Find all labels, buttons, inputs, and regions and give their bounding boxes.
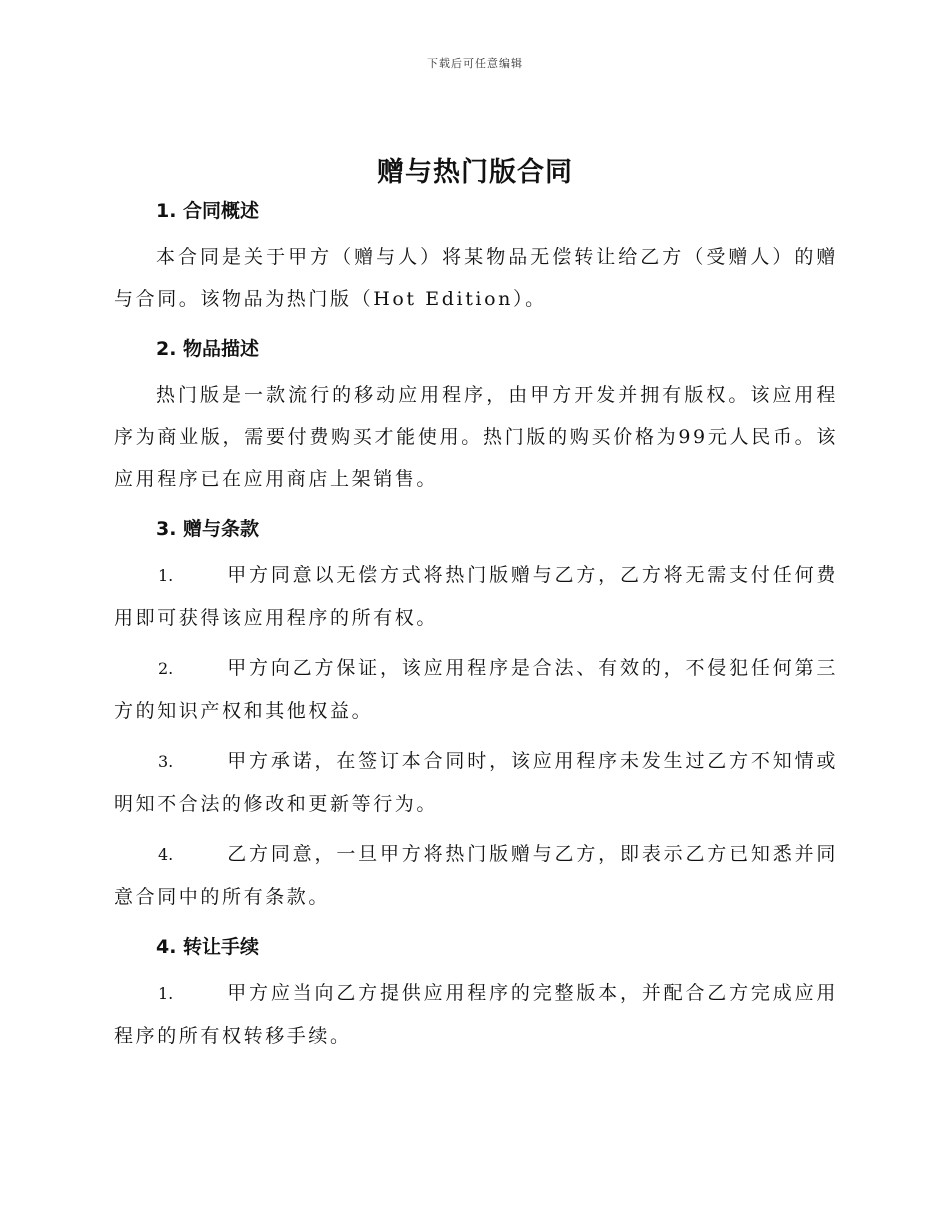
list-item-number: 3. <box>158 752 174 771</box>
list-item-text: 甲方同意以无偿方式将热门版赠与乙方，乙方将无需支付任何费用即可获得该应用程序的所有权。 <box>114 564 838 629</box>
list-item-text: 甲方应当向乙方提供应用程序的完整版本，并配合乙方完成应用程序的所有权转移手续。 <box>114 982 838 1047</box>
list-item-number: 2. <box>158 659 174 678</box>
section-heading-transfer-procedures: 4. 转让手续 <box>156 936 260 958</box>
list-item-text: 乙方同意，一旦甲方将热门版赠与乙方，即表示乙方已知悉并同意合同中的所有条款。 <box>114 843 838 908</box>
gift-terms-item <box>114 740 838 825</box>
transfer-procedures-item <box>114 972 838 1057</box>
gift-terms-item <box>114 554 838 639</box>
section-paragraph-overview: 本合同是关于甲方（赠与人）将某物品无偿转让给乙方（受赠人）的赠与合同。该物品为热门版（Hot Edition）。 <box>114 246 838 310</box>
section-heading-item-description: 2. 物品描述 <box>156 338 260 360</box>
header-note: 下载后可任意编辑 <box>427 57 523 70</box>
document-body <box>114 190 838 1065</box>
list-item-number: 1. <box>158 566 174 585</box>
section-heading-overview: 1. 合同概述 <box>156 200 260 222</box>
gift-terms-item <box>114 833 838 918</box>
list-item-number: 1. <box>158 984 174 1003</box>
list-item-text: 甲方承诺，在签订本合同时，该应用程序未发生过乙方不知情或明知不合法的修改和更新等行为。 <box>114 750 838 815</box>
gift-terms-item <box>114 647 838 732</box>
section-heading-gift-terms: 3. 赠与条款 <box>156 518 260 540</box>
list-item-text: 甲方向乙方保证，该应用程序是合法、有效的，不侵犯任何第三方的知识产权和其他权益。 <box>114 657 838 722</box>
document-title: 赠与热门版合同 <box>377 157 573 188</box>
list-item-number: 4. <box>158 845 174 864</box>
section-paragraph-item-description: 热门版是一款流行的移动应用程序，由甲方开发并拥有版权。该应用程序为商业版，需要付费购买才能使用。热门版的购买价格为99元人民币。该应用程序已在应用商店上架销售。 <box>114 384 838 490</box>
